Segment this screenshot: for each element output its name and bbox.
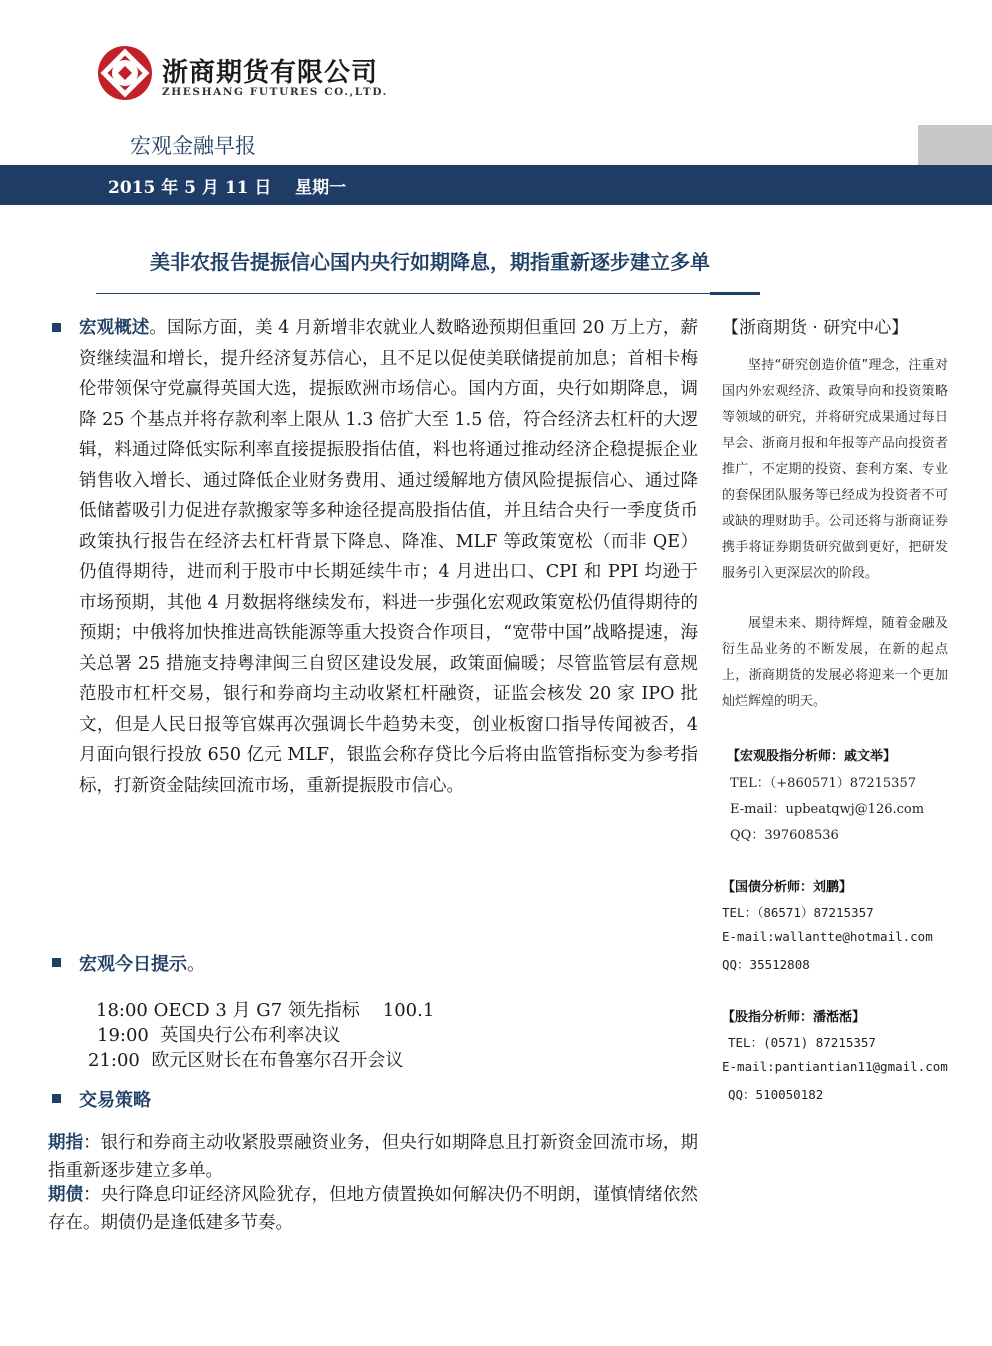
sidebar-title: 【浙商期货 · 研究中心】: [722, 318, 909, 338]
strategy-label: 期指: [48, 1133, 84, 1153]
reminder-item: 19:00 英国央行公布利率决议: [97, 1025, 341, 1046]
strategy-bond-futures: [48, 1181, 698, 1237]
reminders-title-suffix: 。: [187, 954, 205, 975]
research-center-outlook: 展望未来、期待辉煌，随着金融及衍生品业务的不断发展，在新的起点上，浙商期货的发展必将迎来一个更加灿烂辉煌的明天。: [722, 616, 948, 709]
analyst-phone: TEL：（86571）87215357: [722, 905, 874, 920]
reminder-item: 18:00 OECD 3 月 G7 领先指标 100.1: [96, 1000, 435, 1021]
overview-body: 。国际方面，美 4 月新增非农就业人数略逊预期但重回 20 万上方，薪资继续温和增长，提升经济复苏信心，且不足以促使美联储提前加息；首相卡梅伦带领保守党赢得英国大选，提振欧洲市场信心。国内方面，央行如期降息，调降 25 个基点并将存款利率上限从 1.3 倍扩大至 1.5 倍，符合经济去杠杆的大逻辑，料通过降低实际利率直接提振股指估值，料也将通过推动经济企稳提振企业销售收入增长、通过降低企业财务费用、通过缓解地方债风险提振信心、通过降低储蓄吸引力促进存款搬家等多种途径提高股指估值，并且结合央行一季度货币政策执行报告在经济去杠杆背景下降息、降准、MLF 等政策宽松（而非 QE）仍值得期待，进而利于股市中长期延续牛市；4 月进出口、CPI 和 PPI 均逊于市场预期，其他 4 月数据将继续发布，料进一步强化宏观政策宽松仍值得期待的预期；中俄将加快推进高铁能源等重大投资合作项目，“宽带中国”战略提速，海关总署 25 措施支持粤津闽三自贸区建设发展，政策面偏暖；尽管监管层有意规范股市杠杆交易，银行和券商均主动收紧杠杆融资，证监会核发 20 家 IPO 批文，但是人民日报等官媒再次强调长牛趋势未变，创业板窗口指导传闻被否，4 月面向银行投放 650 亿元 MLF，银监会称存贷比今后将由监管指标变为参考指标，打新资金陆续回流市场，重新提振股市信心。: [79, 318, 699, 796]
analyst-email: E-mail:pantiantian11@gmail.com: [722, 1059, 948, 1074]
strategy-index-futures: [48, 1129, 698, 1185]
analyst-email: E-mail：upbeatqwj@126.com: [730, 802, 925, 817]
analyst-phone: TEL：（+860571）87215357: [730, 776, 916, 791]
analyst-qq: QQ：397608536: [730, 828, 839, 843]
reminders-bullet-icon: [52, 958, 61, 967]
analyst-qq: QQ：35512808: [722, 957, 810, 972]
strategy-text: ：央行降息印证经济风险犹存，但地方债置换如何解决仍不明朗，谨慎情绪依然存在。期债仍是逢低建多节奏。: [48, 1185, 698, 1233]
analyst-email: E-mail:wallantte@hotmail.com: [722, 929, 933, 944]
analyst-qq: QQ：510050182: [728, 1087, 824, 1102]
overview-bullet-icon: [52, 323, 61, 332]
headline-divider-accent: [710, 292, 760, 295]
company-logo-icon: [96, 44, 154, 102]
strategy-label: 期债: [48, 1185, 84, 1205]
analyst-heading: 【宏观股指分析师：戚文举】: [727, 749, 897, 764]
strategy-bullet-icon: [52, 1094, 61, 1103]
decorative-gray-block: [918, 125, 992, 165]
report-type-title: 宏观金融早报: [130, 134, 256, 158]
macro-overview-paragraph: [79, 313, 698, 801]
report-headline: 美非农报告提振信心国内央行如期降息，期指重新逐步建立多单: [150, 250, 710, 274]
company-name-cn: 浙商期货有限公司: [162, 58, 379, 88]
report-date: 2015 年 5 月 11 日 星期一: [108, 178, 347, 198]
headline-divider: [96, 293, 710, 294]
reminder-item: 21:00 欧元区财长在布鲁塞尔召开会议: [88, 1050, 404, 1071]
analyst-heading: 【国债分析师：刘鹏】: [722, 880, 853, 895]
overview-lead: 宏观概述: [79, 318, 150, 338]
strategy-section-title: 交易策略: [79, 1090, 151, 1111]
reminders-section-title: [79, 950, 205, 976]
research-center-intro: 坚持“研究创造价值”理念，注重对国内外宏观经济、政策导向和投资策略等领域的研究，并将研究成果通过每日早会、浙商月报和年报等产品向投资者推广，不定期的投资、套利方案、专业的套保团队服务等已经成为投资者不可或缺的理财助手。公司还将与浙商证券携手将证券期货研究做到更好，把研发服务引入更深层次的阶段。: [722, 358, 948, 581]
company-name-en: ZHESHANG FUTURES CO.,LTD.: [162, 86, 388, 98]
reminders-title-text: 宏观今日提示: [79, 954, 187, 975]
strategy-text: ：银行和券商主动收紧股票融资业务，但央行如期降息且打新资金回流市场，期指重新逐步建立多单。: [48, 1133, 698, 1181]
analyst-phone: TEL：(0571) 87215357: [728, 1035, 876, 1050]
analyst-heading: 【股指分析师：潘湉湉】: [722, 1010, 866, 1025]
